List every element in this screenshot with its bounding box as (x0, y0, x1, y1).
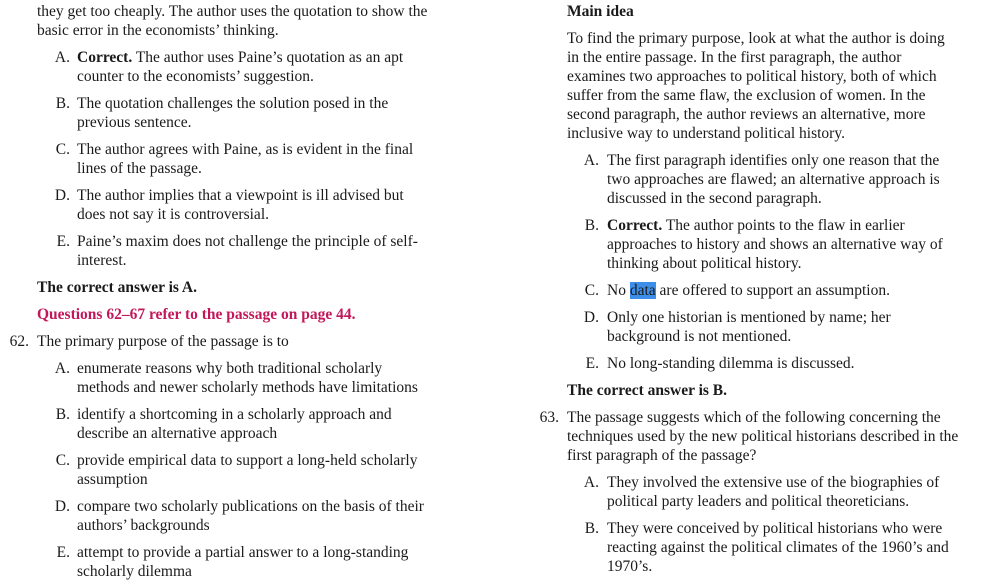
option-text: assumption (77, 471, 148, 488)
option-letter: B. (584, 217, 599, 234)
para-line: second paragraph, the author reviews an alternative, more (567, 106, 926, 123)
questions-reference-heading: Questions 62–67 refer to the passage on page 44. (37, 306, 356, 323)
option-text: thinking about political history. (607, 255, 802, 272)
option-letter: B. (55, 406, 70, 423)
option-letter: E. (56, 544, 70, 561)
option-text: lines of the passage. (77, 160, 202, 177)
option-letter: C. (55, 141, 70, 158)
para-line: To find the primary purpose, look at what the author is doing (567, 30, 945, 47)
option-text: identify a shortcoming in a scholarly approach and (77, 406, 392, 423)
option-text: Correct. The author uses Paine’s quotation as an apt (77, 49, 404, 66)
option-letter: D. (54, 187, 70, 204)
question-63-stem: techniques used by the new political historians described in the (567, 428, 959, 445)
question-63-stem: first paragraph of the passage? (567, 447, 757, 464)
question-63-stem: The passage suggests which of the following concerning the (567, 409, 941, 426)
option-text: Correct. The author points to the flaw in earlier (607, 217, 905, 234)
option-text: discussed in the second paragraph. (607, 190, 822, 207)
intro-line: they get too cheaply. The author uses the quotation to show the (37, 3, 428, 20)
question-62-stem: The primary purpose of the passage is to (37, 333, 289, 350)
option-text: The quotation challenges the solution posed in the (77, 95, 389, 112)
option-text: 1970’s. (607, 558, 653, 575)
option-text: The author implies that a viewpoint is ill advised but (77, 187, 404, 204)
option-text: The first paragraph identifies only one reason that the (607, 152, 940, 169)
option-text: Paine’s maxim does not challenge the principle of self- (77, 233, 418, 250)
option-text: compare two scholarly publications on the basis of their (77, 498, 424, 515)
option-letter: E. (585, 355, 599, 372)
para-line: inclusive way to understand political history. (567, 125, 845, 142)
option-text: They involved the extensive use of the biographies of (607, 474, 940, 491)
option-text: They were conceived by political historians who were (607, 520, 943, 537)
option-letter: C. (55, 452, 70, 469)
option-letter: A. (54, 49, 70, 66)
option-text: two approaches are flawed; an alternative approach is (607, 171, 940, 188)
option-text: attempt to provide a partial answer to a long-standing (77, 544, 409, 561)
option-text: previous sentence. (77, 114, 192, 131)
option-letter: D. (54, 498, 70, 515)
option-letter: C. (584, 282, 599, 299)
option-letter: D. (583, 309, 599, 326)
option-text: methods and newer scholarly methods have limitations (77, 379, 418, 396)
option-text: provide empirical data to support a long-held scholarly (77, 452, 418, 469)
option-letter: A. (54, 360, 70, 377)
option-text: does not say it is controversial. (77, 206, 269, 223)
question-number: 62. (9, 333, 29, 350)
option-text: scholarly dilemma (77, 563, 192, 580)
intro-line: basic error in the economists’ thinking. (37, 22, 279, 39)
option-text: approaches to history and shows an alternative way of (607, 236, 943, 253)
option-letter: B. (55, 95, 70, 112)
option-text: reacting against the political climates of the 1960’s and (607, 539, 949, 556)
para-line: in the entire passage. In the first paragraph, the author (567, 49, 902, 66)
para-line: suffer from the same flaw, the exclusion of women. In the (567, 87, 926, 104)
option-text: No data are offered to support an assumption. (607, 282, 890, 299)
option-text: counter to the economists’ suggestion. (77, 68, 314, 85)
option-letter: B. (584, 520, 599, 537)
option-text: background is not mentioned. (607, 328, 792, 345)
option-text: Only one historian is mentioned by name; her (607, 309, 891, 326)
option-text: enumerate reasons why both traditional scholarly (77, 360, 383, 377)
option-letter: E. (56, 233, 70, 250)
correct-answer-62: The correct answer is B. (567, 382, 727, 399)
option-text: No long-standing dilemma is discussed. (607, 355, 855, 372)
correct-answer-61: The correct answer is A. (37, 279, 197, 296)
option-letter: A. (583, 474, 599, 491)
option-text: political party leaders and political theoreticians. (607, 493, 910, 510)
option-text: interest. (77, 252, 127, 269)
option-text: The author agrees with Paine, as is evident in the final (77, 141, 414, 158)
text-selection-highlight[interactable]: data (629, 282, 656, 299)
option-text: describe an alternative approach (77, 425, 278, 442)
option-letter: A. (583, 152, 599, 169)
section-heading: Main idea (567, 3, 634, 20)
option-text: authors’ backgrounds (77, 517, 210, 534)
question-number: 63. (539, 409, 559, 426)
para-line: examines two approaches to political history, both of which (567, 68, 937, 85)
